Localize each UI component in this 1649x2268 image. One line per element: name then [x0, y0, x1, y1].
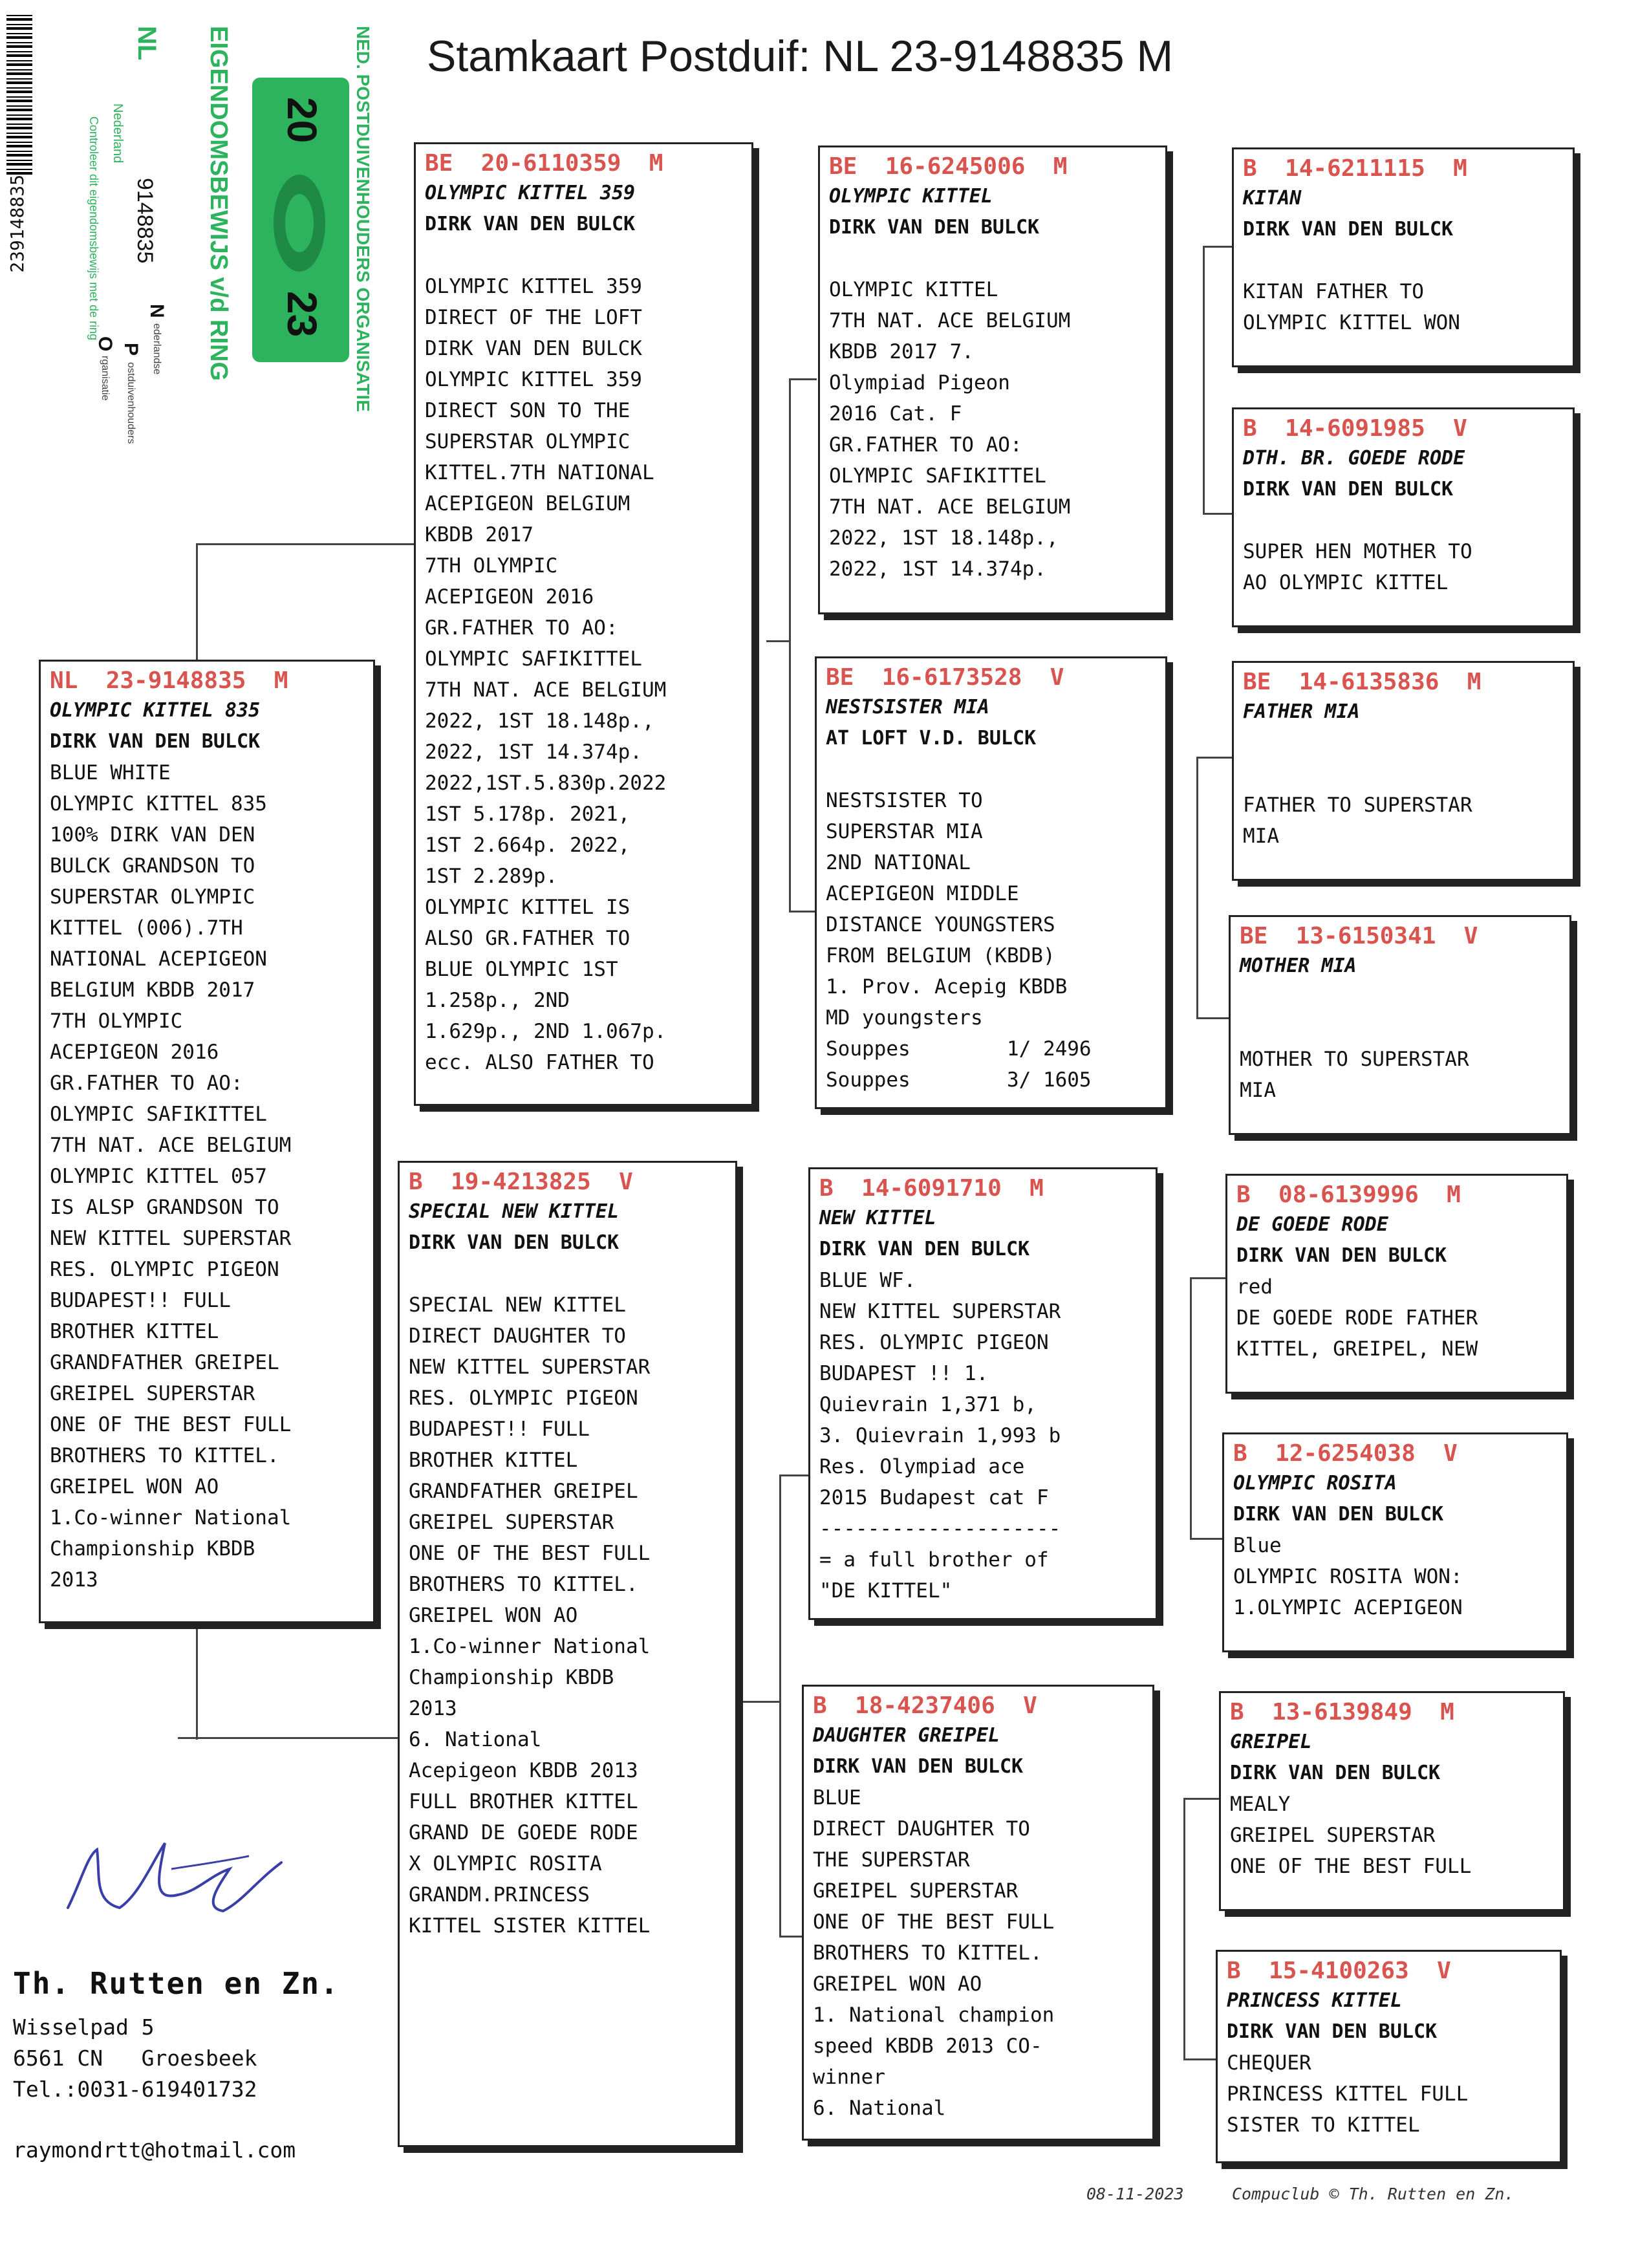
pedigree-card-mmf	[1219, 1691, 1565, 1911]
pedigree-card-fff	[1232, 147, 1575, 367]
pedigree-note-line: GR.FATHER TO AO:	[425, 616, 618, 640]
pedigree-note-line: BROTHER KITTEL	[409, 1449, 578, 1472]
pedigree-note-line: DIRECT DAUGHTER TO	[409, 1324, 626, 1348]
pedigree-notes	[819, 1265, 1147, 1606]
pigeon-name: PRINCESS KITTEL	[1227, 1989, 1402, 2012]
pedigree-notes	[425, 271, 742, 1078]
pedigree-note-line: ACEPIGEON MIDDLE	[826, 882, 1019, 905]
pedigree-note-line: 7TH NAT. ACE BELGIUM	[829, 309, 1071, 332]
pedigree-note-line: 3. Quievrain 1,993 b	[819, 1424, 1061, 1447]
breeder-name: DIRK VAN DEN BULCK	[1243, 218, 1454, 241]
pedigree-note-line: KITTEL, GREIPEL, NEW	[1236, 1337, 1478, 1361]
pedigree-note-line: BROTHERS TO KITTEL.	[813, 1941, 1042, 1965]
logo-letter-p: P	[120, 343, 142, 356]
pedigree-note-line: --------------------	[819, 1517, 1061, 1540]
connector-father-children	[789, 378, 817, 913]
pedigree-card-fmm	[1229, 915, 1571, 1135]
pedigree-note-line: MOTHER TO SUPERSTAR	[1240, 1048, 1469, 1071]
pedigree-note-line: SUPERSTAR MIA	[826, 820, 983, 843]
pedigree-note-line: MIA	[1243, 825, 1279, 848]
pedigree-note-line: SUPERSTAR OLYMPIC	[50, 885, 255, 909]
pedigree-card-father	[414, 142, 753, 1106]
pigeon-name: MOTHER MIA	[1240, 955, 1357, 977]
pedigree-card-fmf	[1232, 661, 1575, 881]
owner-name: Th. Rutten en Zn.	[13, 1966, 339, 2001]
ring-number: B 18-4237406 V	[813, 1692, 1037, 1719]
pedigree-card-ff	[818, 146, 1167, 614]
pedigree-note-line: ONE OF THE BEST FULL	[50, 1413, 292, 1436]
logo-letter-o: O	[94, 336, 116, 352]
pedigree-notes	[1230, 1789, 1554, 1882]
breeder-name: DIRK VAN DEN BULCK	[1233, 1503, 1444, 1526]
pedigree-note-line: ACEPIGEON BELGIUM	[425, 492, 630, 515]
pedigree-note-line: GRANDFATHER GREIPEL	[50, 1351, 279, 1374]
pedigree-note-line: 1ST 5.178p. 2021,	[425, 803, 630, 826]
pedigree-notes	[1236, 1271, 1557, 1365]
pigeon-name: OLYMPIC KITTEL	[829, 185, 993, 208]
pedigree-note-line: Acepigeon KBDB 2013	[409, 1759, 638, 1782]
pedigree-note-line: 1ST 2.289p.	[425, 865, 558, 888]
pedigree-note-line: SUPERSTAR OLYMPIC	[425, 430, 630, 453]
pigeon-name: KITAN	[1243, 187, 1302, 210]
pedigree-note-line: Souppes 1/ 2496	[826, 1037, 1092, 1061]
pedigree-note-line: 1.258p., 2ND	[425, 989, 570, 1012]
ring-number: BE 13-6150341 V	[1240, 923, 1478, 949]
ring-number: 9148835	[133, 178, 157, 264]
pedigree-note-line: DIRECT SON TO THE	[425, 399, 630, 422]
pedigree-note-line: DIRECT OF THE LOFT	[425, 306, 642, 329]
pedigree-card-mfm	[1222, 1432, 1568, 1652]
pigeon-name: GREIPEL	[1230, 1731, 1312, 1753]
pedigree-note-line: PRINCESS KITTEL FULL	[1227, 2082, 1469, 2106]
ring-number: B 14-6211115 M	[1243, 155, 1467, 182]
pedigree-notes	[829, 274, 1156, 585]
pedigree-note-line: 1.Co-winner National	[409, 1635, 651, 1658]
pedigree-notes	[50, 757, 364, 1595]
pedigree-note-line: OLYMPIC KITTEL IS	[425, 896, 630, 919]
pigeon-name: DTH. BR. GOEDE RODE	[1243, 447, 1465, 470]
ring-number: BE 16-6245006 M	[829, 153, 1068, 180]
pigeon-name: OLYMPIC KITTEL 835	[50, 699, 261, 722]
pedigree-note-line: BUDAPEST !! 1.	[819, 1362, 989, 1385]
pedigree-notes	[1240, 1044, 1560, 1106]
pedigree-note-line: GREIPEL WON AO	[409, 1604, 578, 1627]
pedigree-note-line: 2022, 1ST 18.148p.,	[425, 709, 654, 733]
logo-letter-n: N	[146, 304, 167, 318]
pedigree-note-line: Blue	[1233, 1534, 1282, 1557]
breeder-name: DIRK VAN DEN BULCK	[1227, 2020, 1438, 2043]
pigeon-name: DAUGHTER GREIPEL	[813, 1724, 1000, 1747]
lion-logo-icon	[270, 168, 329, 278]
pedigree-note-line: 2013	[50, 1568, 98, 1592]
breeder-name: DIRK VAN DEN BULCK	[50, 730, 261, 753]
pedigree-note-line: THE SUPERSTAR	[813, 1848, 970, 1872]
pedigree-note-line: X OLYMPIC ROSITA	[409, 1852, 602, 1875]
pedigree-note-line: speed KBDB 2013 CO-	[813, 2035, 1042, 2058]
pedigree-note-line: ONE OF THE BEST FULL	[1230, 1855, 1472, 1878]
pedigree-note-line: GREIPEL SUPERSTAR	[50, 1382, 255, 1405]
pedigree-note-line: CHEQUER	[1227, 2051, 1311, 2075]
pedigree-note-line: OLYMPIC SAFIKITTEL	[425, 647, 642, 671]
pedigree-card-mm	[802, 1685, 1154, 2141]
pedigree-note-line: GR.FATHER TO AO:	[829, 433, 1022, 457]
pedigree-note-line: 2022,1ST.5.830p.2022	[425, 772, 667, 795]
pedigree-note-line: 2016 Cat. F	[829, 402, 962, 426]
pedigree-note-line: GREIPEL SUPERSTAR	[813, 1879, 1018, 1903]
pedigree-card-mmm	[1216, 1950, 1562, 2163]
pedigree-note-line: DE GOEDE RODE FATHER	[1236, 1306, 1478, 1330]
pedigree-note-line: MD youngsters	[826, 1006, 983, 1030]
pedigree-note-line: FULL BROTHER KITTEL	[409, 1790, 638, 1813]
pedigree-note-line: GREIPEL SUPERSTAR	[1230, 1824, 1436, 1847]
ring-number: NL 23-9148835 M	[50, 667, 288, 694]
pedigree-note-line: BLUE OLYMPIC 1ST	[425, 958, 618, 981]
connector-subject-father	[196, 543, 416, 545]
pedigree-note-line: 7TH OLYMPIC	[50, 1010, 183, 1033]
pedigree-note-line: 2022, 1ST 14.374p.	[425, 740, 642, 764]
pedigree-note-line: 7TH NAT. ACE BELGIUM	[50, 1134, 292, 1157]
pedigree-notes	[1243, 276, 1564, 338]
pedigree-note-line: KBDB 2017	[425, 523, 534, 546]
pedigree-note-line: FATHER TO SUPERSTAR	[1243, 794, 1472, 817]
barcode	[6, 13, 32, 175]
pedigree-note-line: NEW KITTEL SUPERSTAR	[409, 1355, 651, 1379]
breeder-name: DIRK VAN DEN BULCK	[813, 1755, 1024, 1778]
signature-icon	[61, 1830, 294, 1921]
org-name: NED. POSTDUIVENHOUDERS ORGANISATIE	[353, 26, 373, 412]
pigeon-name: OLYMPIC KITTEL 359	[425, 182, 636, 204]
pedigree-note-line: 2015 Budapest cat F	[819, 1486, 1049, 1509]
pedigree-notes	[826, 785, 1156, 1096]
pedigree-notes	[1227, 2047, 1551, 2141]
pedigree-note-line: RES. OLYMPIC PIGEON	[819, 1331, 1049, 1354]
pigeon-name: OLYMPIC ROSITA	[1233, 1472, 1397, 1495]
pigeon-name: NESTSISTER MIA	[826, 696, 989, 718]
pedigree-card-fm	[815, 656, 1167, 1109]
ring-number: B 08-6139996 M	[1236, 1182, 1461, 1208]
connector-subject-mother	[178, 1737, 398, 1739]
pedigree-note-line: 1.OLYMPIC ACEPIGEON	[1233, 1596, 1463, 1619]
logo-word-1: ederlandse	[151, 323, 162, 375]
breeder-name: DIRK VAN DEN BULCK	[1230, 1762, 1441, 1784]
pedigree-note-line: DISTANCE YOUNGSTERS	[826, 913, 1055, 936]
pedigree-note-line: 1.Co-winner National	[50, 1506, 292, 1529]
pedigree-note-line: KITAN FATHER TO	[1243, 280, 1424, 303]
pedigree-notes	[1243, 536, 1564, 598]
pedigree-note-line: 6. National	[409, 1728, 542, 1751]
pedigree-note-line: MIA	[1240, 1079, 1276, 1102]
pedigree-note-line: NEW KITTEL SUPERSTAR	[50, 1227, 292, 1250]
pedigree-note-line: ACEPIGEON 2016	[425, 585, 594, 609]
ring-number: B 13-6139849 M	[1230, 1699, 1454, 1725]
pedigree-note-line: KITTEL SISTER KITTEL	[409, 1914, 651, 1938]
pedigree-card-mother	[398, 1161, 737, 2147]
year-prefix: 20	[279, 97, 325, 144]
pedigree-note-line: OLYMPIC KITTEL	[829, 278, 998, 301]
pedigree-note-line: SUPER HEN MOTHER TO	[1243, 540, 1472, 563]
pedigree-note-line: GRAND DE GOEDE RODE	[409, 1821, 638, 1844]
pedigree-notes	[409, 1290, 726, 1941]
connector-ff-children	[1203, 246, 1234, 515]
pedigree-note-line: BROTHERS TO KITTEL.	[50, 1444, 279, 1467]
pedigree-notes	[1243, 790, 1564, 852]
pedigree-note-line: Souppes 3/ 1605	[826, 1068, 1092, 1092]
breeder-name: DIRK VAN DEN BULCK	[409, 1231, 620, 1254]
owner-street: Wisselpad 5	[13, 2014, 155, 2040]
breeder-name: DIRK VAN DEN BULCK	[1243, 478, 1454, 501]
pedigree-note-line: Championship KBDB	[50, 1537, 255, 1561]
ring-number: B 12-6254038 V	[1233, 1440, 1458, 1467]
pedigree-note-line: KBDB 2017 7.	[829, 340, 974, 363]
ownership-certificate	[0, 0, 378, 459]
pedigree-note-line: BULCK GRANDSON TO	[50, 854, 255, 878]
pedigree-note-line: GRANDM.PRINCESS	[409, 1883, 590, 1906]
pedigree-note-line: 7TH NAT. ACE BELGIUM	[829, 495, 1071, 519]
npo-logo	[94, 304, 197, 444]
breeder-name: DIRK VAN DEN BULCK	[425, 213, 636, 235]
logo-word-3: rganisatie	[100, 356, 111, 401]
pedigree-note-line: NEW KITTEL SUPERSTAR	[819, 1300, 1061, 1323]
owner-email[interactable]: raymondrtt@hotmail.com	[13, 2137, 296, 2163]
pedigree-note-line: 6. National	[813, 2097, 946, 2120]
pedigree-note-line: BELGIUM KBDB 2017	[50, 978, 255, 1002]
pedigree-card-subject	[39, 660, 375, 1623]
owner-phone: Tel.:0031-619401732	[13, 2077, 257, 2102]
pedigree-note-line: DIRECT DAUGHTER TO	[813, 1817, 1030, 1841]
pedigree-note-line: Res. Olympiad ace	[819, 1455, 1025, 1478]
ring-number: BE 16-6173528 V	[826, 664, 1064, 691]
pedigree-card-ffm	[1232, 407, 1575, 627]
breeder-name: DIRK VAN DEN BULCK	[829, 216, 1040, 239]
ring-number: B 15-4100263 V	[1227, 1958, 1451, 1984]
pedigree-note-line: OLYMPIC KITTEL 359	[425, 275, 642, 298]
pedigree-note-line: 100% DIRK VAN DEN	[50, 823, 255, 847]
pedigree-note-line: BROTHERS TO KITTEL.	[409, 1573, 638, 1596]
pedigree-note-line: 2013	[409, 1697, 457, 1720]
pedigree-note-line: Championship KBDB	[409, 1666, 614, 1689]
pedigree-note-line: GRANDFATHER GREIPEL	[409, 1480, 638, 1503]
pedigree-note-line: 2ND NATIONAL	[826, 851, 971, 874]
pedigree-note-line: 2022, 1ST 14.374p.	[829, 557, 1046, 581]
pedigree-note-line: AO OLYMPIC KITTEL	[1243, 571, 1449, 594]
pedigree-note-line: ONE OF THE BEST FULL	[409, 1542, 651, 1565]
pedigree-note-line: DIRK VAN DEN BULCK	[425, 337, 642, 360]
pedigree-note-line: 1. National champion	[813, 2003, 1055, 2027]
ring-number: B 14-6091985 V	[1243, 415, 1467, 442]
pedigree-note-line: NESTSISTER TO	[826, 789, 983, 812]
pigeon-name: FATHER MIA	[1243, 700, 1360, 723]
pedigree-note-line: NATIONAL ACEPIGEON	[50, 947, 267, 971]
pedigree-note-line: OLYMPIC SAFIKITTEL	[829, 464, 1046, 488]
pedigree-note-line: 1ST 2.664p. 2022,	[425, 834, 630, 857]
country-name: Nederland	[111, 103, 125, 164]
pigeon-name: NEW KITTEL	[819, 1207, 936, 1229]
pedigree-note-line: OLYMPIC SAFIKITTEL	[50, 1103, 267, 1126]
year-suffix: 23	[279, 291, 325, 338]
breeder-name: DIRK VAN DEN BULCK	[1236, 1244, 1447, 1267]
pedigree-note-line: OLYMPIC KITTEL 057	[50, 1165, 267, 1188]
breeder-name: AT LOFT V.D. BULCK	[826, 727, 1037, 750]
pedigree-note-line: Olympiad Pigeon	[829, 371, 1010, 394]
pedigree-note-line: BLUE WF.	[819, 1269, 916, 1292]
pedigree-note-line: GREIPEL WON AO	[50, 1475, 219, 1498]
ring-number: B 14-6091710 M	[819, 1175, 1044, 1202]
owner-city: 6561 CN Groesbeek	[13, 2046, 257, 2071]
pedigree-note-line: 2022, 1ST 18.148p.,	[829, 526, 1059, 550]
pedigree-note-line: RES. OLYMPIC PIGEON	[409, 1387, 638, 1410]
pedigree-note-line: red	[1236, 1275, 1273, 1299]
logo-word-2: ostduivenhouders	[125, 362, 136, 444]
pedigree-note-line: BROTHER KITTEL	[50, 1320, 219, 1343]
pedigree-note-line: BLUE	[813, 1786, 861, 1809]
pedigree-note-line: KITTEL.7TH NATIONAL	[425, 461, 654, 484]
certificate-title: EIGENDOMSBEWIJS v/d RING	[205, 26, 232, 381]
pedigree-card-mf	[808, 1167, 1158, 1620]
pedigree-note-line: ALSO GR.FATHER TO	[425, 927, 630, 950]
pedigree-note-line: IS ALSP GRANDSON TO	[50, 1196, 279, 1219]
pedigree-note-line: GREIPEL WON AO	[813, 1972, 982, 1996]
pedigree-notes	[813, 1782, 1143, 2124]
pedigree-note-line: = a full brother of	[819, 1548, 1049, 1571]
pedigree-note-line: ecc. ALSO FATHER TO	[425, 1051, 654, 1074]
pedigree-card-mff	[1225, 1174, 1568, 1394]
pedigree-note-line: FROM BELGIUM (KBDB)	[826, 944, 1055, 967]
pedigree-note-line: "DE KITTEL"	[819, 1579, 953, 1603]
connector-mother-mid	[737, 1701, 780, 1703]
pedigree-note-line: BUDAPEST!! FULL	[409, 1418, 590, 1441]
pigeon-name: DE GOEDE RODE	[1236, 1213, 1388, 1236]
ring-number: B 19-4213825 V	[409, 1169, 633, 1195]
pedigree-note-line: ONE OF THE BEST FULL	[813, 1910, 1055, 1934]
pedigree-note-line: OLYMPIC KITTEL 835	[50, 792, 267, 815]
pedigree-note-line: GR.FATHER TO AO:	[50, 1072, 243, 1095]
connector-father-mid	[766, 640, 790, 642]
page-title: Stamkaart Postduif: NL 23-9148835 M	[427, 32, 1174, 81]
pedigree-note-line: BLUE WHITE	[50, 761, 171, 784]
pedigree-note-line: MEALY	[1230, 1793, 1291, 1816]
pedigree-note-line: ACEPIGEON 2016	[50, 1041, 219, 1064]
pedigree-note-line: 7TH NAT. ACE BELGIUM	[425, 678, 667, 702]
software-credit: Compuclub © Th. Rutten en Zn.	[1232, 2185, 1514, 2203]
pedigree-note-line: KITTEL (006).7TH	[50, 916, 243, 940]
pedigree-note-line: Quievrain 1,371 b,	[819, 1393, 1037, 1416]
pedigree-notes	[1233, 1530, 1557, 1623]
pedigree-note-line: winner	[813, 2066, 885, 2089]
country-code: NL	[133, 26, 161, 61]
pedigree-note-line: 1. Prov. Acepig KBDB	[826, 975, 1068, 999]
ring-number: BE 14-6135836 M	[1243, 669, 1482, 695]
pedigree-note-line: OLYMPIC KITTEL WON	[1243, 311, 1460, 334]
breeder-name: DIRK VAN DEN BULCK	[819, 1238, 1030, 1260]
check-text: Controleer dit eigendomsbewijs met de ring	[87, 116, 100, 341]
pedigree-note-line: BUDAPEST!! FULL	[50, 1289, 231, 1312]
pedigree-note-line: GREIPEL SUPERSTAR	[409, 1511, 614, 1534]
pedigree-note-line: OLYMPIC ROSITA WON:	[1233, 1565, 1463, 1588]
ring-year-badge	[252, 78, 349, 362]
pedigree-note-line: SISTER TO KITTEL	[1227, 2113, 1420, 2137]
pedigree-note-line: 1.629p., 2ND 1.067p.	[425, 1020, 667, 1043]
pedigree-note-line: OLYMPIC KITTEL 359	[425, 368, 642, 391]
barcode-number: 239148835	[6, 175, 28, 273]
pedigree-note-line: 7TH OLYMPIC	[425, 554, 558, 578]
ring-number: BE 20-6110359 M	[425, 150, 663, 177]
print-date: 08-11-2023	[1086, 2185, 1184, 2203]
pedigree-note-line: SPECIAL NEW KITTEL	[409, 1293, 626, 1317]
pedigree-note-line: RES. OLYMPIC PIGEON	[50, 1258, 279, 1281]
pigeon-name: SPECIAL NEW KITTEL	[409, 1200, 620, 1223]
